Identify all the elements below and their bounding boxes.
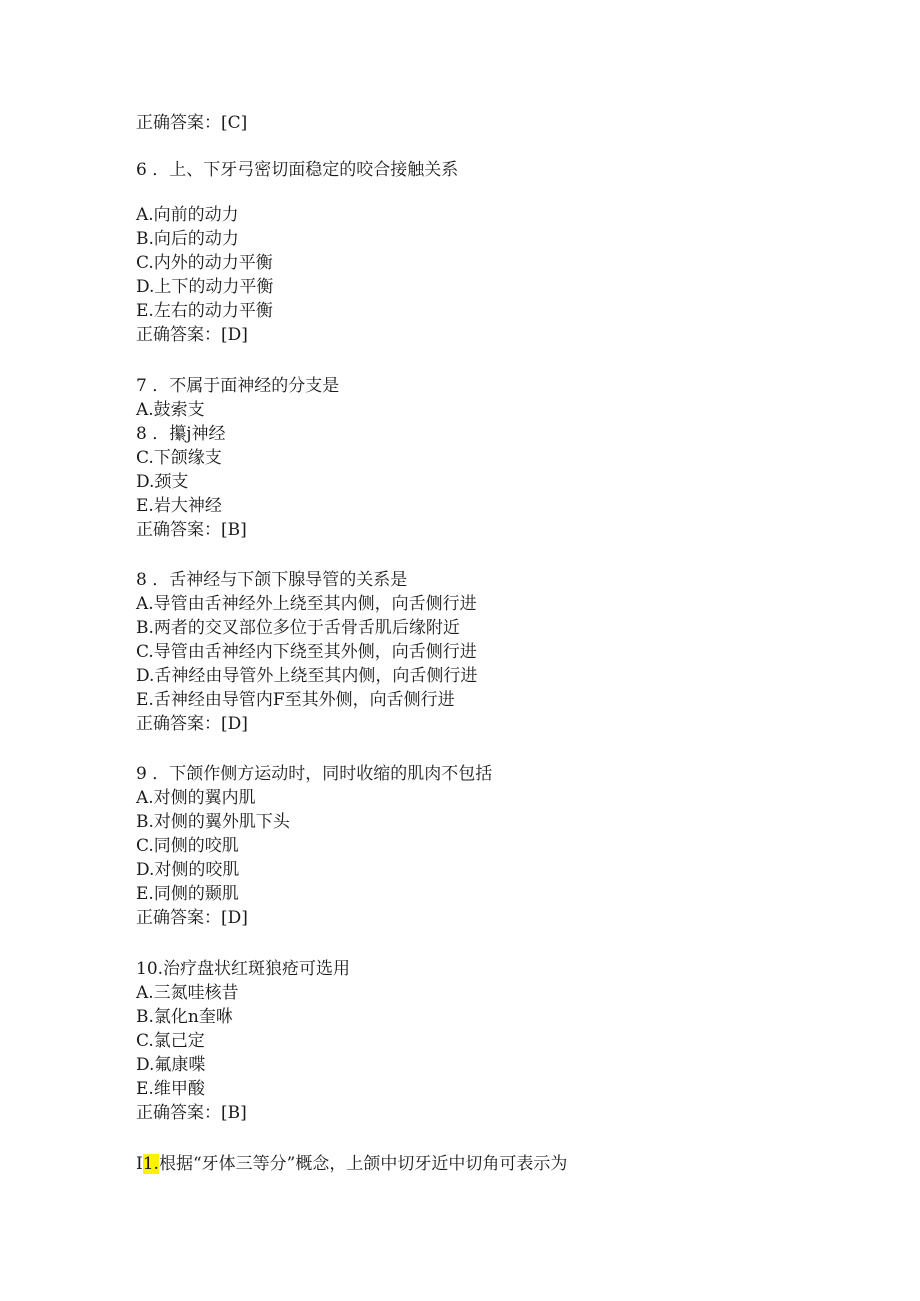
option-line: D.对侧的咬肌 [136, 860, 240, 880]
option-line: A.三氮哇核昔 [136, 983, 239, 1003]
question-text: 根据“牙体三等分”概念，上颌中切牙近中切角可表示为 [158, 1154, 568, 1174]
question-stem: 7 ．不属于面神经的分支是 [136, 376, 340, 396]
option-line: B.两者的交叉部位多位于舌骨舌肌后缘附近 [136, 618, 460, 638]
option-line: C.下颌缘支 [136, 448, 222, 468]
option-line: B.氯化n奎咻 [136, 1007, 233, 1027]
option-line: D.上下的动力平衡 [136, 277, 274, 297]
option-line: E.同侧的颞肌 [136, 884, 239, 904]
option-line: D.舌神经由导管外上绕至其内侧，向舌侧行进 [136, 666, 478, 686]
option-line: C.氯己定 [136, 1031, 205, 1051]
question-stem: 6 ．上、下牙弓密切面稳定的咬合接触关系 [136, 160, 459, 180]
option-line: E.岩大神经 [136, 496, 222, 516]
option-line: C.同侧的咬肌 [136, 836, 239, 856]
option-line: A.向前的动力 [136, 205, 239, 225]
option-line: E.维甲酸 [136, 1079, 205, 1099]
answer-line: 正确答案：[D] [136, 714, 248, 734]
option-line: C.导管由舌神经内下绕至其外侧，向舌侧行进 [136, 642, 477, 662]
option-line: C.内外的动力平衡 [136, 253, 273, 273]
answer-line: 正确答案：[D] [136, 325, 248, 345]
highlighted-number: 1. [142, 1154, 159, 1174]
answer-line: 正确答案：[C] [136, 113, 248, 133]
question-stem: 8 ．舌神经与下颌下腺导管的关系是 [136, 570, 408, 590]
option-line: A.导管由舌神经外上绕至其内侧，向舌侧行进 [136, 594, 477, 614]
option-line: B.对侧的翼外肌下头 [136, 812, 290, 832]
answer-line: 正确答案：[D] [136, 908, 248, 928]
option-line: E.左右的动力平衡 [136, 301, 273, 321]
question-stem [136, 1152, 567, 1176]
option-line: B.向后的动力 [136, 229, 239, 249]
option-line: A.鼓索支 [136, 400, 205, 420]
question-stem: 10.治疗盘状红斑狼疮可选用 [136, 959, 351, 979]
option-line: 8 ．攥j神经 [136, 424, 226, 444]
question-number-prefix: I [136, 1154, 143, 1174]
option-line: D.氟康喋 [136, 1055, 206, 1075]
question-stem: 9 ．下颌作侧方运动时，同时收缩的肌肉不包括 [136, 764, 493, 784]
answer-line: 正确答案：[B] [136, 1103, 247, 1123]
answer-line: 正确答案：[B] [136, 520, 247, 540]
option-line: D.颈支 [136, 472, 189, 492]
option-line: A.对侧的翼内肌 [136, 788, 256, 808]
option-line: E.舌神经由导管内F至其外侧，向舌侧行进 [136, 690, 455, 710]
